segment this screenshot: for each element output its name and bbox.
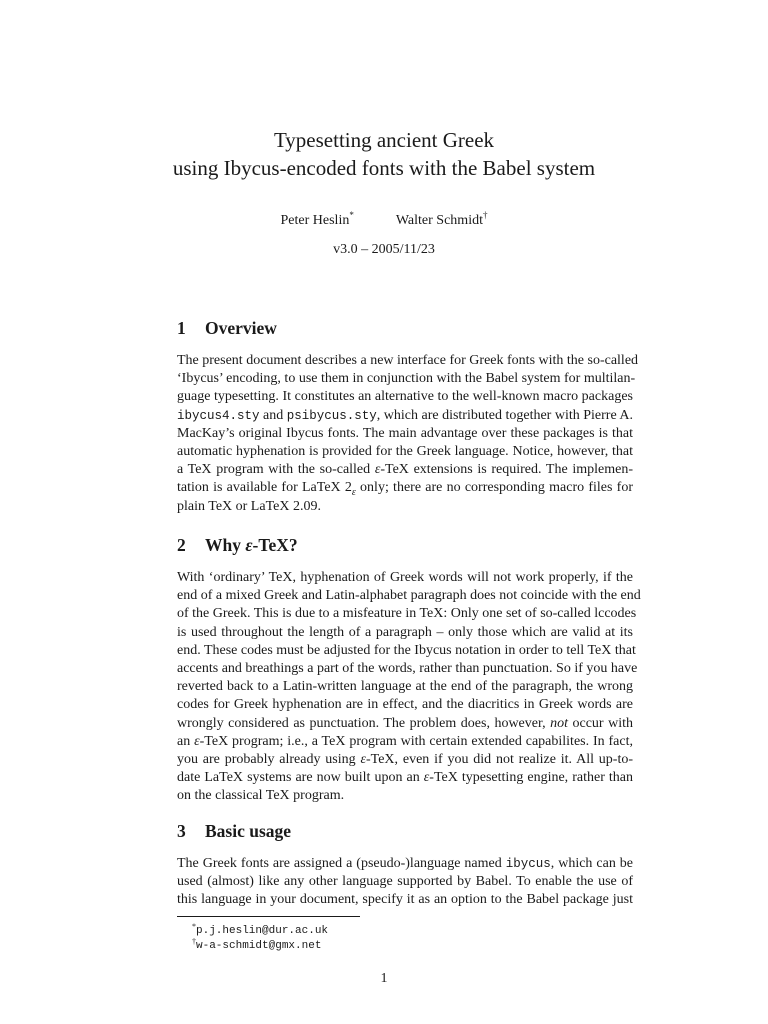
author-footnote-mark: * [349, 210, 354, 220]
author-name: Walter Schmidt [395, 213, 483, 228]
author-list [0, 206, 768, 230]
emphasis: not [550, 715, 568, 731]
footnote-mark: † [192, 937, 196, 946]
section-number: 3 [177, 821, 186, 841]
text-line: used (almost) like any other language supported by Babel. To enable the use of [177, 874, 633, 890]
section-number: 1 [177, 318, 186, 338]
package-name: psibycus.sty [286, 408, 377, 423]
text-line: With ‘ordinary’ TeX, hyphenation of Greek words will not work properly, if the [177, 570, 633, 585]
section-title: Overview [205, 318, 277, 338]
section-title-suffix: -TeX? [252, 535, 298, 555]
section-body-basic-usage [177, 855, 633, 910]
section-body-overview [177, 352, 639, 516]
page-number: 1 [380, 971, 388, 986]
text-line: of the Greek. This is due to a misfeature in TeX: Only one set of so-called lccodes [177, 606, 637, 622]
section-heading-basic-usage [177, 820, 291, 842]
text-line: an ε-TeX program; i.e., a TeX program with certain extended capabilites. In fact, [177, 733, 633, 749]
author-name: Peter Heslin [280, 213, 350, 228]
paper-title-line-1: Typesetting ancient Greek [273, 128, 495, 152]
text-line: ibycus4.sty and psibycus.sty, which are distributed together with Pierre A. [177, 407, 634, 423]
epsilon-symbol: ε [374, 462, 381, 478]
text-line: MacKay’s original Ibycus fonts. The main advantage over these packages is that [177, 425, 633, 441]
text-line: you are probably already using ε-TeX, even if you did not realize it. All up-to- [177, 751, 634, 767]
footnote-mark: * [192, 922, 196, 931]
section-title-prefix: Why [205, 535, 246, 555]
epsilon-symbol: ε [423, 770, 430, 786]
section-heading-why-etex [177, 534, 298, 556]
text-line: end. These codes must be adjusted for the Ibycus notation in order to tell TeX that [177, 642, 636, 658]
text-line: on the classical TeX program. [177, 788, 345, 804]
text-line: tation is available for LaTeX $2_\varepsilon$ only; there are no corresponding macro files for [177, 480, 633, 499]
section-body-why-etex [177, 569, 641, 805]
epsilon-symbol: ε [194, 733, 200, 749]
author-2 [396, 206, 488, 230]
footnote-email[interactable]: p.j.heslin@dur.ac.uk [196, 925, 329, 937]
text-line: date LaTeX systems are now built upon an ε-TeX typesetting engine, rather than [177, 770, 634, 786]
paper-title-line-2: using Ibycus-encoded fonts with the Babel system [172, 156, 596, 180]
text-line: reverted back to a Latin-written language at the end of the paragraph, the wrong [177, 679, 633, 695]
text-line: end of a mixed Greek and Latin-alphabet paragraph does not coincide with the end [177, 588, 641, 604]
text-line: The Greek fonts are assigned a (pseudo-)language named ibycus, which can be [177, 856, 634, 871]
language-name: ibycus [505, 857, 551, 871]
epsilon-symbol: ε [351, 487, 356, 499]
text-line: is used throughout the length of a paragraph – only those which are valid at its [177, 624, 633, 640]
text-line: codes for Greek hyphenation are in effect, and the diacritics in Greek words are [177, 697, 633, 713]
author-1 [281, 206, 354, 230]
footnote-email[interactable]: w-a-schmidt@gmx.net [196, 940, 322, 952]
text-line: this language in your document, specify it as an option to the Babel package just [177, 892, 633, 908]
author-footnote-mark: † [482, 210, 488, 220]
text-line: a TeX program with the so-called ε-TeX extensions is required. The implemen- [177, 462, 634, 478]
section-number: 2 [177, 535, 186, 555]
section-title: Basic usage [205, 821, 292, 841]
epsilon-symbol: ε [245, 535, 253, 555]
text-line: plain TeX or LaTeX 2.09. [177, 498, 321, 514]
text-line: The present document describes a new interface for Greek fonts with the so-called [177, 353, 639, 368]
text-line: ‘Ibycus’ encoding, to use them in conjunction with the Babel system for multilan- [177, 371, 636, 387]
section-heading-overview [177, 317, 277, 339]
text-line: accents and breathings a part of the words, rather than punctuation. So if you have [177, 660, 638, 676]
footnote-rule [177, 916, 360, 917]
text-line: automatic hyphenation is provided for the Greek language. Notice, however, that [177, 443, 633, 459]
text-line: guage typesetting. It constitutes an alternative to the well-known macro packages [177, 389, 633, 405]
package-name: ibycus4.sty [177, 408, 260, 423]
epsilon-symbol: ε [360, 751, 366, 767]
footnote-2 [192, 935, 321, 953]
text-line: wrongly considered as punctuation. The problem does, however, not occur with [177, 715, 633, 731]
version-date: v3.0 – 2005/11/23 [333, 242, 435, 257]
